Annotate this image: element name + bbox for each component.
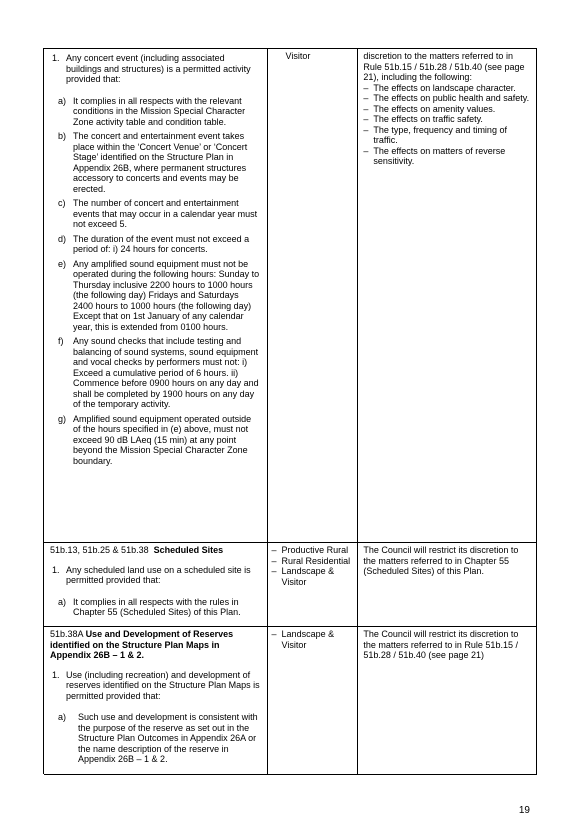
matter-text: The type, frequency and timing of traffic. bbox=[373, 124, 507, 145]
table-row bbox=[44, 49, 537, 543]
condition-item bbox=[50, 96, 261, 128]
condition-text: The number of concert and entertainment events that may occur in a calendar year must not exceed 5. bbox=[73, 198, 258, 229]
matter-text: The effects on public health and safety. bbox=[373, 93, 530, 103]
list-item bbox=[272, 629, 354, 650]
discretion-intro: discretion to the matters referred to in Rule 51b.15 / 51b.28 / 51b.40 (see page 21), including the following: bbox=[363, 51, 525, 82]
item-number: 1. bbox=[52, 669, 60, 680]
condition-item bbox=[50, 597, 261, 618]
condition-text: Such use and development is consistent with the purpose of the reserve as set out in the Structure Plan Outcomes in Appendix 26A or the name description of the reserve in Appendix 26B – 1 & 2. bbox=[78, 712, 258, 764]
condition-label: d) bbox=[58, 233, 67, 244]
dash-marker: – bbox=[363, 82, 369, 93]
zone-name: Landscape & Visitor bbox=[281, 566, 335, 587]
condition-item bbox=[50, 131, 261, 194]
condition-item bbox=[50, 712, 261, 765]
condition-item bbox=[50, 414, 261, 467]
discretion-cell bbox=[358, 627, 537, 774]
dash-marker: – bbox=[363, 145, 369, 156]
zone-cell bbox=[268, 627, 359, 774]
dash-marker: – bbox=[363, 114, 369, 124]
rule-heading bbox=[50, 545, 261, 556]
rule-heading bbox=[50, 629, 261, 661]
zone-name: Visitor bbox=[285, 51, 311, 61]
matters-list bbox=[363, 83, 532, 167]
matter-text: The effects on amenity values. bbox=[373, 103, 496, 114]
condition-label: a) bbox=[58, 596, 67, 607]
zone-name: Productive Rural bbox=[281, 545, 349, 555]
discretion-cell bbox=[358, 543, 537, 626]
list-item bbox=[363, 146, 532, 167]
rule-number: 51b.38A bbox=[50, 629, 84, 639]
dash-marker: – bbox=[271, 555, 277, 566]
list-item bbox=[272, 545, 354, 556]
condition-text: Amplified sound equipment operated outside of the hours specified in (e) above, must not exceed 90 dB LAeq (15 min) at any point beyond the Mission Special Character Zone boundary. bbox=[73, 413, 252, 466]
rule-title: Use and Development of Reserves identified on the Structure Plan Maps in Appendix 26B – 1 & 2. bbox=[50, 629, 234, 660]
rule-intro-text: Any concert event (including associated buildings and structures) is a permitted activity provided that: bbox=[66, 53, 251, 84]
zone-name: Landscape & Visitor bbox=[281, 629, 335, 650]
condition-text: The concert and entertainment event takes place within the ‘Concert Venue’ or ‘Concert Stage’ identified on the Structure Plan in Appendix 26B, where permanent structures accessory to concerts and events may be erected. bbox=[73, 131, 248, 194]
condition-text: The duration of the event must not exceed a period of: i) 24 hours for concerts. bbox=[73, 233, 250, 254]
list-item bbox=[363, 125, 532, 146]
discretion-cell bbox=[358, 49, 537, 542]
condition-label: e) bbox=[58, 258, 67, 269]
rule-intro bbox=[50, 565, 261, 586]
condition-label: f) bbox=[58, 336, 64, 346]
matter-text: The effects on traffic safety. bbox=[373, 114, 483, 124]
rule-cell bbox=[44, 49, 268, 542]
rule-title: Scheduled Sites bbox=[153, 545, 224, 555]
zone-name: Rural Residential bbox=[281, 555, 351, 566]
condition-item bbox=[50, 234, 261, 255]
condition-text: It complies in all respects with the rules in Chapter 55 (Scheduled Sites) of this Plan. bbox=[73, 596, 241, 617]
list-item bbox=[272, 556, 354, 567]
condition-text: Any sound checks that include testing and balancing of sound systems, sound equipment and vocal checks by performers must not: i) Exceed a cumulative period of 6 hours. ii) Commence before 0900 hours on any day and shall be completed by 1900 hours on any day of the temporary activity. bbox=[73, 336, 259, 409]
discretion-text: The Council will restrict its discretion to the matters referred to in Rule 51b.15 / 51b.28 / 51b.40 (see page 21) bbox=[363, 629, 519, 660]
dash-marker: – bbox=[271, 545, 277, 555]
page-number: 19 bbox=[518, 805, 530, 816]
condition-item bbox=[50, 198, 261, 230]
list-item bbox=[363, 104, 532, 115]
condition-label: c) bbox=[58, 198, 66, 208]
condition-list bbox=[50, 96, 261, 467]
condition-item bbox=[50, 336, 261, 410]
list-item bbox=[272, 566, 354, 587]
rule-cell bbox=[44, 627, 268, 774]
condition-text: Any amplified sound equipment must not be operated during the following hours: Sunday to Thursday inclusive 2200 hours to 1000 hours (the following day) Fridays and Saturdays 2400 hours to 1000 hours (the following day) Except that on 1st January of any calendar year, this is extended from 0100 hours. bbox=[73, 258, 260, 332]
dash-marker: – bbox=[271, 629, 277, 639]
list-item bbox=[363, 93, 532, 104]
rule-intro bbox=[50, 670, 261, 702]
rule-number: 51b.13, 51b.25 & 51b.38 bbox=[50, 545, 149, 555]
zone-cell bbox=[268, 543, 359, 626]
list-item bbox=[363, 83, 532, 94]
dash-marker: – bbox=[363, 93, 369, 103]
dash-marker: – bbox=[271, 566, 277, 576]
condition-label: a) bbox=[58, 712, 67, 722]
condition-label: b) bbox=[58, 131, 67, 141]
rule-intro bbox=[50, 53, 261, 85]
rule-cell bbox=[44, 543, 268, 626]
dash-marker: – bbox=[363, 124, 369, 135]
matter-text: The effects on matters of reverse sensitivity. bbox=[373, 145, 506, 166]
discretion-text: The Council will restrict its discretion to the matters referred to in Chapter 55 (Scheduled Sites) of this Plan. bbox=[363, 545, 519, 576]
rule-intro-text: Use (including recreation) and development of reserves identified on the Structure Plan Maps is permitted provided that: bbox=[66, 669, 260, 701]
rules-table bbox=[43, 48, 537, 774]
item-number: 1. bbox=[52, 53, 60, 63]
zone-list bbox=[272, 545, 354, 587]
condition-label: g) bbox=[58, 413, 67, 424]
table-row bbox=[44, 543, 537, 627]
condition-text: It complies in all respects with the relevant conditions in the Mission Special Character Zone activity table and condition table. bbox=[73, 95, 246, 127]
list-item bbox=[363, 114, 532, 125]
table-row bbox=[44, 627, 537, 775]
item-number: 1. bbox=[52, 564, 60, 575]
zone-cell bbox=[268, 49, 359, 542]
zone-list bbox=[272, 629, 354, 650]
rule-intro-text: Any scheduled land use on a scheduled site is permitted provided that: bbox=[66, 564, 251, 585]
dash-marker: – bbox=[363, 103, 369, 114]
matter-text: The effects on landscape character. bbox=[373, 82, 516, 93]
condition-item bbox=[50, 259, 261, 333]
condition-label: a) bbox=[58, 95, 67, 106]
